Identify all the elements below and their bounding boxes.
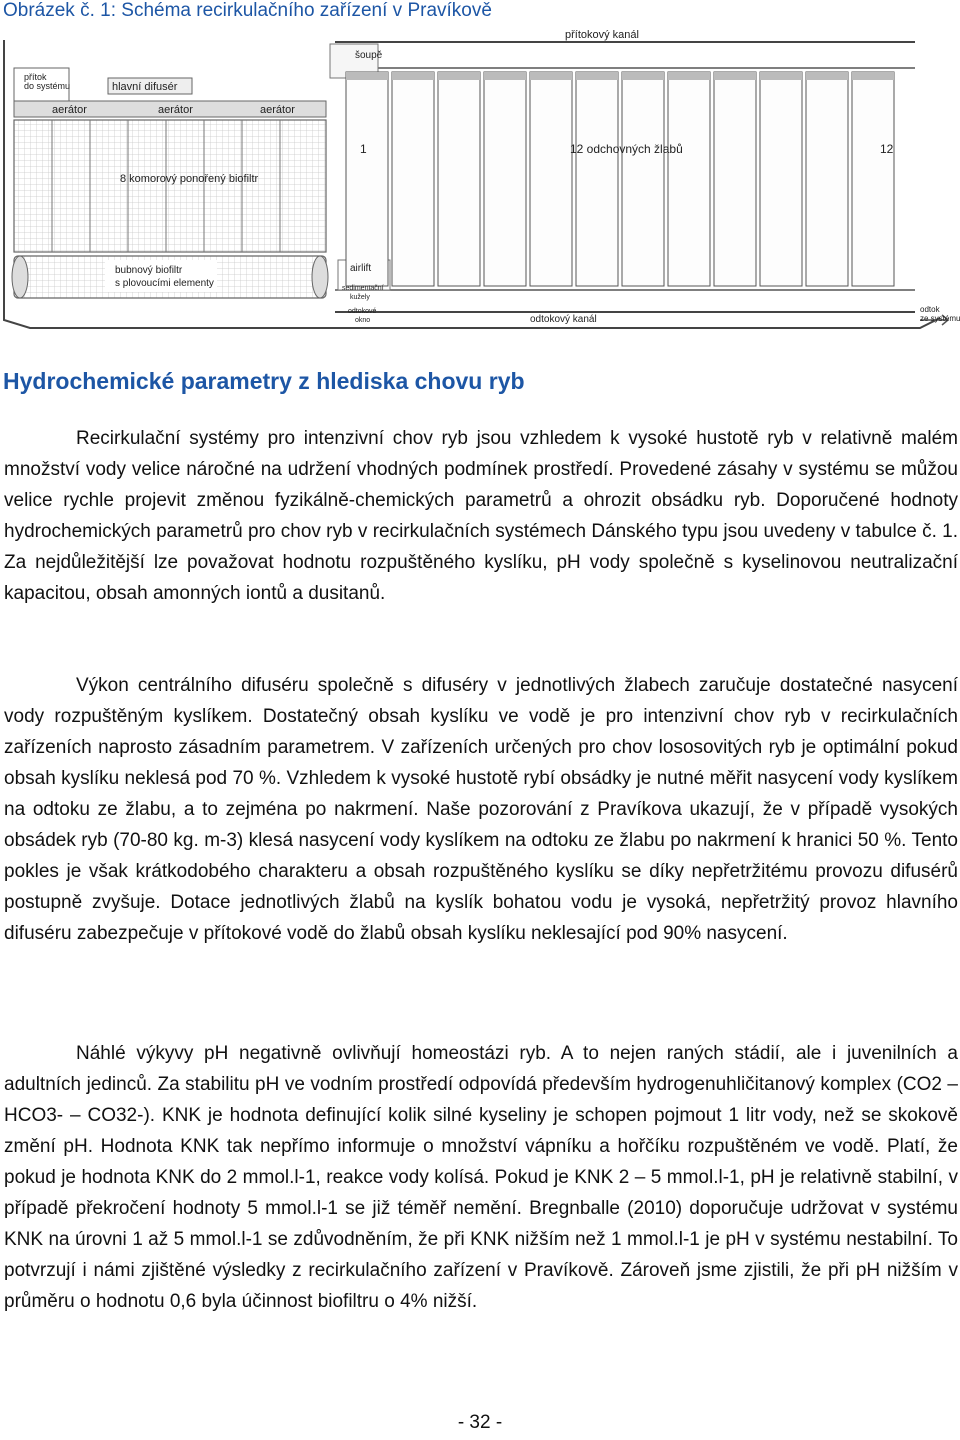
aerator-label-2: aerátor xyxy=(158,104,193,116)
troughs-label: 12 odchovných žlabů xyxy=(570,142,683,156)
sedimentation-label-2: kužely xyxy=(350,294,370,301)
paragraph-2 xyxy=(4,670,958,949)
aerator-label-1: aerátor xyxy=(52,104,87,116)
gate-label: šoupě xyxy=(355,50,383,61)
paragraph-1 xyxy=(4,423,958,609)
paragraph-2-text: Výkon centrálního difuséru společně s difuséry v jednotlivých žlabech zaručuje dostatečné nasycení vody rozpuštěným kyslíkem. Dostatečný obsah kyslíku ve vodě je pro intenzivní chov ryb v recirkulačních zařízeních naprosto zásadním parametrem. V zařízeních určených pro chov lososovitých ryb je optimální pokud obsah kyslíku neklesá pod 70 %. Vzhledem k vysoké hustotě rybí obsádky je nutné měřit nasycení vody kyslíkem na odtoku ze žlabu, a to zejména po nakrmení. Naše pozorování z Pravíkova ukazují, že v případě vysokých obsádek ryb (70-80 kg. m-3) klesá nasycení vody kyslíkem na odtoku ze žlabu po nakrmení k hranici 50 %. Tento pokles je však krátkodobého charakteru a obsah rozpuštěného kyslíku se díky nepřetržitému provozu difusérů postupně zvyšuje. Dotace jednotlivých žlabů na kyslík bohatou vodu je vysoká, nepřetržitý provoz hlavního difuséru zabezpečuje v přítokové vodě do žlabů obsah kyslíku neklesající pod 90% nasycení. xyxy=(4,675,958,944)
trough-1-label: 1 xyxy=(360,142,367,156)
trough-inlets xyxy=(346,72,894,80)
figure-caption: Obrázek č. 1: Schéma recirkulačního zařízení v Pravíkově xyxy=(3,0,492,21)
biofilter-label: 8 komorový ponořený biofiltr xyxy=(120,173,259,185)
outflow-window-label-2: okno xyxy=(355,317,371,324)
inlet-label-2: do systému xyxy=(24,81,71,91)
page-number: - 32 - xyxy=(457,1412,503,1433)
outflow-channel-label: odtokový kanál xyxy=(530,314,597,325)
inflow-channel-label: přítokový kanál xyxy=(565,29,639,41)
sedimentation-label-1: sedimentační xyxy=(342,285,384,292)
airlift-label: airlift xyxy=(350,263,372,274)
biofilter-grid xyxy=(14,120,326,252)
troughs xyxy=(346,72,894,286)
paragraph-3-text: Náhlé výkyvy pH negativně ovlivňují homeostázi ryb. A to nejen raných stádií, ale i juvenilních a adultních jedinců. Za stabilitu pH ve vodním prostředí odpovídá především hydrogenuhličitanový komplex (CO2 – HCO3- – CO32-). KNK je hodnota definující kolik silné kyseliny je schopen pojmout 1 litr vody, než se skokově změní pH. Hodnota KNK tak nepřímo informuje o množství vápníku a hořčíku rozpuštěném ve vodě. Platí, že pokud je hodnota KNK do 2 mmol.l-1, reakce vody kolísá. Pokud je KNK 2 – 5 mmol.l-1, pH je relativně stabilní, v případě překročení hodnoty 5 mmol.l-1 se již téměř nemění. Bregnballe (2010) doporučuje udržovat v systému KNK na úrovni 1 až 5 mmol.l-1 se zdůvodněním, že při KNK nižším než 1 mmol.l-1 je pH v systému nestabilní. To potvrzují i námi zjištěné výsledky z recirkulačního zařízení v Pravíkově. Zároveň jsme zjistili, že při pH nižším v průměru o hodnotu 0,6 byla účinnost biofiltru o 4% nižší. xyxy=(4,1043,958,1312)
outflow-window-label-1: odtokové xyxy=(348,308,377,315)
outlet-label-2: ze systému xyxy=(920,314,960,323)
inlet-label-1: přítok xyxy=(24,72,47,82)
drum-label-2: s plovoucími elementy xyxy=(115,278,214,289)
drum-label-1: bubnový biofiltr xyxy=(115,265,183,276)
aerator-label-3: aerátor xyxy=(260,104,295,116)
main-diffuser-label: hlavní difusér xyxy=(112,81,178,93)
recirculation-schematic xyxy=(0,28,960,340)
trough-12-label: 12 xyxy=(880,142,894,156)
outlet-label-1: odtok xyxy=(920,305,940,314)
paragraph-3 xyxy=(4,1038,958,1317)
section-heading: Hydrochemické parametry z hlediska chovu ryb xyxy=(3,368,525,394)
paragraph-1-text: Recirkulační systémy pro intenzivní chov ryb jsou vzhledem k vysoké hustotě ryb v relativně malém množství vody velice náročné na udržení vhodných podmínek prostředí. Provedené zásahy v systému se můžou velice rychle projevit změnou fyzikálně-chemických parametrů a ohrozit obsádku ryb. Doporučené hodnoty hydrochemických parametrů pro chov ryb v recirkulačních systémech Dánského typu jsou uvedeny v tabulce č. 1. Za nejdůležitější lze považovat hodnotu rozpuštěného kyslíku, pH vody společně s kyselinovou neutralizační kapacitou, obsah amonných iontů a dusitanů. xyxy=(4,428,958,604)
